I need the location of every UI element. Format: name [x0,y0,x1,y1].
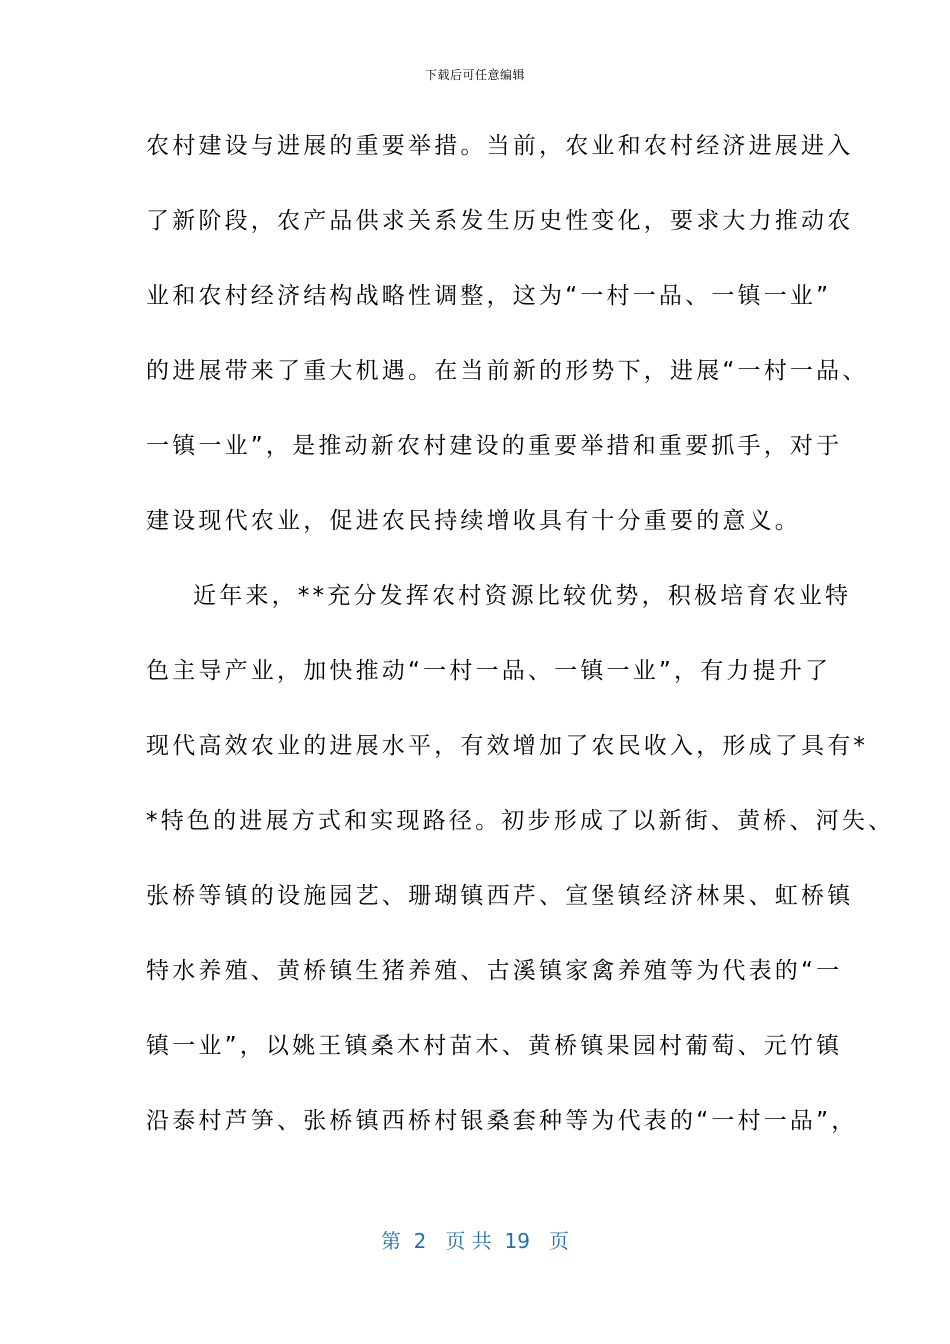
text-line-10: *特色的进展方式和实现路径。初步形成了以新街、黄桥、河失、 [146,808,895,834]
text-line-4: 的进展带来了重大机遇。在当前新的形势下，进展“一村一品、 [146,358,869,384]
text-line-1: 农村建设与进展的重要举措。当前，农业和农村经济进展进入 [146,133,854,159]
text-line-12: 特水养殖、黄桥镇生猪养殖、古溪镇家禽养殖等为代表的“一 [146,958,843,984]
text-line-7-paragraph-start: 近年来，**充分发挥农村资源比较优势，积极培育农业特 [193,583,852,609]
text-line-14: 沿泰村芦笋、张桥镇西桥村银桑套种等为代表的“一村一品”， [146,1108,858,1134]
text-line-8: 色主导产业，加快推动“一村一品、一镇一业”，有力提升了 [146,658,832,684]
text-line-5: 一镇一业”，是推动新农村建设的重要举措和重要抓手，对于 [146,433,843,459]
text-line-9: 现代高效农业的进展水平，有效增加了农民收入，形成了具有* [146,733,869,759]
text-line-13: 镇一业”，以姚王镇桑木村苗木、黄桥镇果园村葡萄、元竹镇 [146,1033,843,1059]
text-line-3: 业和农村经济结构战略性调整，这为“一村一品、一镇一业” [146,283,832,309]
document-body [146,121,895,1171]
text-line-6: 建设现代农业，促进农民持续增收具有十分重要的意义。 [146,508,801,534]
text-line-11: 张桥等镇的设施园艺、珊瑚镇西芹、宣堡镇经济林果、虹桥镇 [146,883,854,909]
text-line-2: 了新阶段，农产品供求关系发生历史性变化，要求大力推动农 [146,208,854,234]
page-header-note: 下载后可任意编辑 [424,68,525,82]
page-number-footer: 第 2 页 共 19 页 [380,1229,570,1253]
